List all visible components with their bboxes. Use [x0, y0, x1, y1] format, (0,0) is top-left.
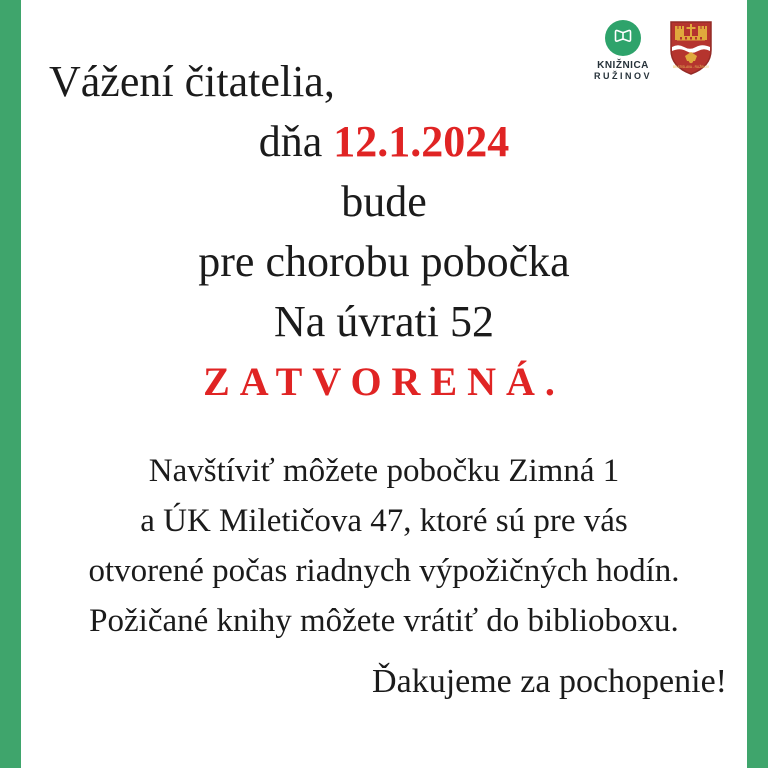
- notice-heading-block: [21, 52, 747, 412]
- paragraph-line: otvorené počas riadnych výpožičných hodín.: [88, 553, 680, 589]
- date-line: [21, 112, 747, 172]
- library-logo-circle: [605, 20, 641, 56]
- crest-caption: BRATISLAVA - RUŽINOV: [673, 65, 709, 69]
- library-logo-name-line2: RUŽINOV: [594, 71, 652, 81]
- alternatives-paragraph: [21, 446, 747, 646]
- open-book-icon: [611, 24, 635, 53]
- bude-line: bude: [341, 177, 427, 226]
- closure-date: 12.1.2024: [333, 117, 510, 166]
- date-prefix: dňa: [258, 117, 334, 166]
- paragraph-line: Požičané knihy môžete vrátiť do biblioboxu.: [89, 603, 679, 639]
- paragraph-line: Navštíviť môžete pobočku Zimná 1: [148, 453, 620, 489]
- left-green-border: [0, 0, 21, 768]
- reason-line: pre chorobu pobočka: [198, 237, 570, 286]
- right-green-border: [747, 0, 768, 768]
- branch-line: Na úvrati 52: [274, 297, 494, 346]
- thanks-line: Ďakujeme za pochopenie!: [372, 663, 727, 700]
- paragraph-line: a ÚK Miletičova 47, ktoré sú pre vás: [140, 503, 628, 539]
- closed-status-line: ZATVORENÁ.: [203, 359, 565, 404]
- poster-content: [21, 0, 747, 768]
- library-logo-name-line1: KNIŽNICA: [597, 60, 649, 71]
- greeting-line: Vážení čitatelia,: [49, 57, 335, 106]
